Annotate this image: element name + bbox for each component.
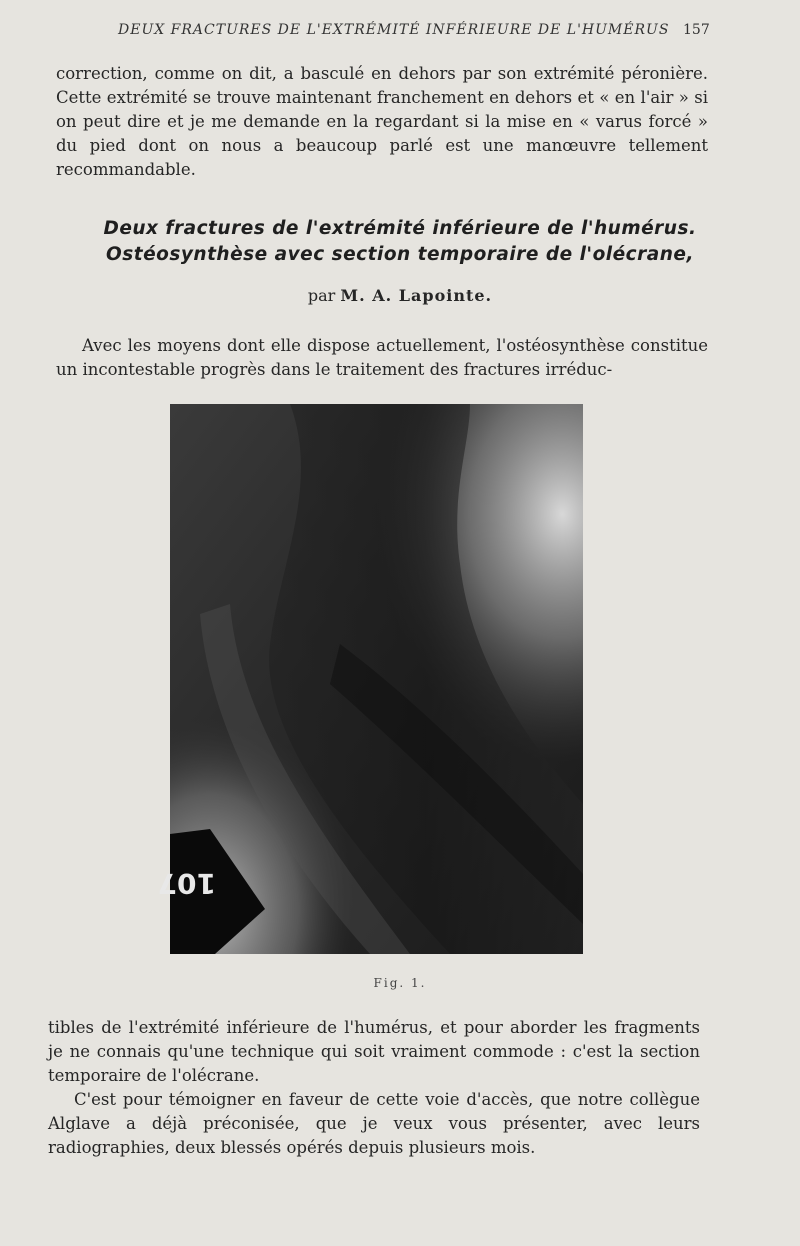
author-name: M. A. Lapointe. <box>340 286 493 305</box>
xray-figure <box>157 404 583 954</box>
article-title-line-1: Deux fractures de l'extrémité inférieure de l'humérus. <box>103 218 697 239</box>
paragraph-intro: correction, comme on dit, a basculé en dehors par son extrémité péronière. Cette extrémité se trouve maintenant franchement en dehors et « en l'air » si on peut dire et je me demande en la regardant si la mise en « varus forcé » du pied dont on nous a beaucoup parlé est une manœuvre tellement recommandable. <box>56 64 708 179</box>
running-head: DEUX FRACTURES DE L'EXTRÉMITÉ INFÉRIEURE DE L'HUMÉRUS <box>118 22 670 38</box>
article-title-line-2: Ostéosynthèse avec section temporaire de l'olécrane, <box>105 244 694 265</box>
byline <box>0 286 800 305</box>
xray-image <box>157 404 583 954</box>
figure-caption: Fig. 1. <box>373 976 427 990</box>
page-number: 157 <box>683 22 710 38</box>
paragraph-body-1: Avec les moyens dont elle dispose actuellement, l'ostéosynthèse constitue un incontestable progrès dans le traitement des fractures irréduc- <box>56 336 708 379</box>
paragraph-body-3: C'est pour témoigner en faveur de cette voie d'accès, que notre collègue Alglave a déjà préconisée, que je veux vous présenter, avec leurs radiographies, deux blessés opérés depuis plusieurs mois. <box>48 1090 700 1157</box>
byline-prefix: par <box>307 286 341 305</box>
paragraph-body-2: tibles de l'extrémité inférieure de l'humérus, et pour aborder les fragments je ne connais qu'une technique qui soit vraiment commode : c'est la section temporaire de l'olécrane. <box>48 1018 700 1085</box>
xray-marker-digits: 107 <box>157 867 216 900</box>
